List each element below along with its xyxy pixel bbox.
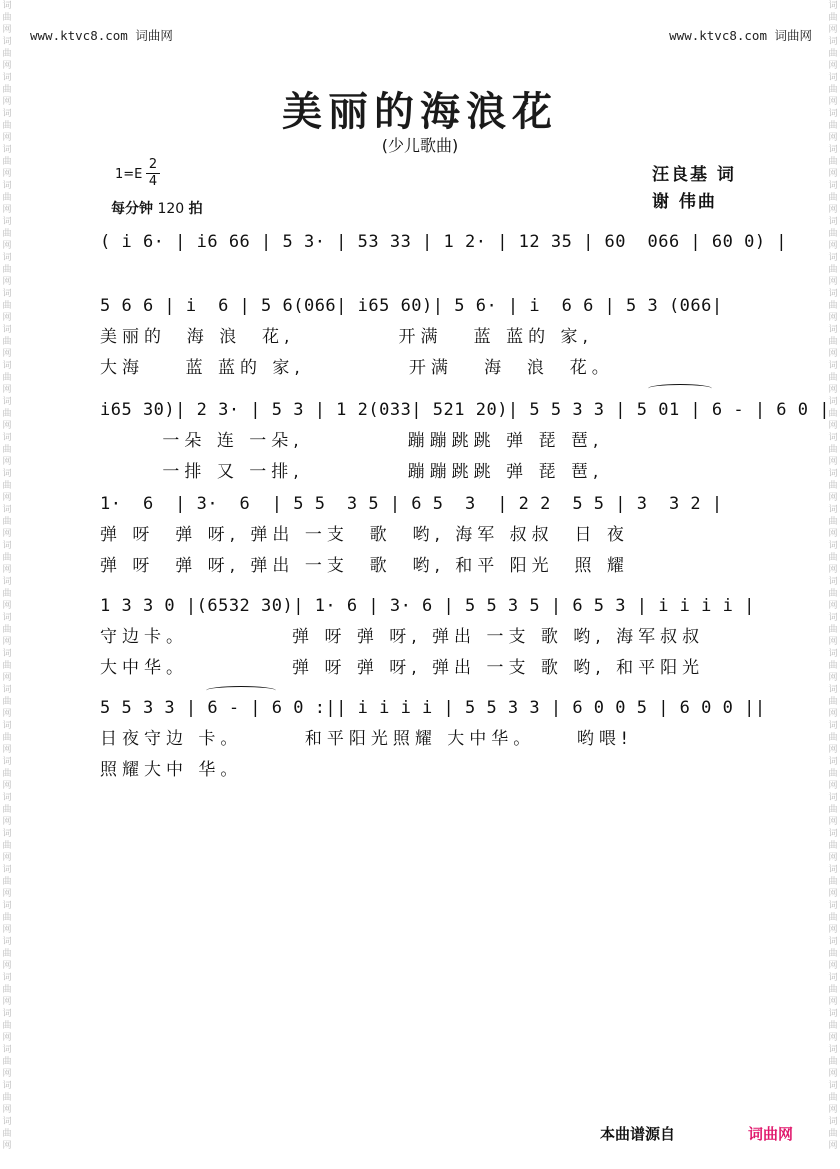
watermark-glyph: 网 [2, 1069, 12, 1079]
composer-credit: 谢 伟曲 [652, 192, 717, 212]
watermark-glyph: 网 [2, 565, 12, 575]
watermark-glyph: 网 [2, 1105, 12, 1115]
staff-notes: 1· 6 | 3· 6 | 5 5 3 5 | 6 5 3 | 2 2 5 5 | 3 3 2 | [100, 494, 723, 514]
staff-notes: 5 5 3 3 | 6 - | 6 0 :|| i i i i | 5 5 3 3 | 6 0 0 5 | 6 0 0 || [100, 698, 766, 718]
watermark-glyph: 词 [828, 505, 838, 515]
watermark-glyph: 词 [828, 721, 838, 731]
watermark-glyph: 网 [2, 25, 12, 35]
watermark-glyph: 曲 [2, 445, 12, 455]
watermark-glyph: 曲 [2, 913, 12, 923]
watermark-glyph: 词 [2, 865, 12, 875]
watermark-glyph: 网 [828, 781, 838, 791]
watermark-glyph: 词 [2, 757, 12, 767]
watermark-glyph: 曲 [2, 877, 12, 887]
watermark-glyph: 网 [828, 241, 838, 251]
song-title: 美丽的海浪花 [282, 88, 558, 135]
watermark-glyph: 曲 [2, 193, 12, 203]
watermark-glyph: 词 [2, 289, 12, 299]
watermark-glyph: 曲 [2, 517, 12, 527]
watermark-glyph: 曲 [2, 301, 12, 311]
lyric-verse-2: 一排 又 一排, 蹦蹦跳跳 弹 琵 琶, [100, 462, 604, 482]
watermark-glyph: 网 [2, 853, 12, 863]
watermark-glyph: 网 [2, 997, 12, 1007]
watermark-glyph: 曲 [828, 1021, 838, 1031]
watermark-glyph: 曲 [828, 337, 838, 347]
watermark-glyph: 词 [2, 829, 12, 839]
watermark-glyph: 网 [828, 637, 838, 647]
watermark-glyph: 曲 [828, 1057, 838, 1067]
staff-notes: 5 6 6 | i 6 | 5 6(066| i65 60)| 5 6· | i 6 6 | 5 3 (066| [100, 296, 723, 316]
watermark-glyph: 词 [828, 757, 838, 767]
watermark-glyph: 网 [2, 421, 12, 431]
watermark-glyph: 网 [2, 529, 12, 539]
watermark-glyph: 网 [828, 601, 838, 611]
watermark-glyph: 网 [828, 385, 838, 395]
watermark-glyph: 网 [828, 421, 838, 431]
watermark-glyph: 曲 [2, 409, 12, 419]
watermark-glyph: 曲 [828, 1093, 838, 1103]
staff-5 [100, 596, 755, 678]
watermark-glyph: 曲 [828, 769, 838, 779]
watermark-glyph: 曲 [2, 625, 12, 635]
watermark-glyph: 词 [2, 397, 12, 407]
staff-notes: i65 30)| 2 3· | 5 3 | 1 2(033| 521 20)| 5 5 3 3 | 5 01 | 6 - | 6 0 | [100, 400, 830, 420]
watermark-glyph: 网 [828, 205, 838, 215]
watermark-glyph: 网 [2, 205, 12, 215]
watermark-glyph: 曲 [2, 373, 12, 383]
watermark-glyph: 网 [828, 457, 838, 467]
watermark-glyph: 曲 [828, 193, 838, 203]
watermark-glyph: 网 [2, 385, 12, 395]
watermark-glyph: 曲 [828, 13, 838, 23]
tempo-value: 120 [157, 201, 185, 217]
watermark-glyph: 网 [828, 889, 838, 899]
right-watermark-strip [826, 0, 840, 1169]
watermark-glyph: 词 [828, 1, 838, 11]
watermark-glyph: 词 [828, 1117, 838, 1127]
watermark-glyph: 网 [2, 493, 12, 503]
watermark-glyph: 曲 [2, 1093, 12, 1103]
watermark-glyph: 曲 [2, 49, 12, 59]
watermark-glyph: 曲 [828, 121, 838, 131]
watermark-glyph: 网 [828, 817, 838, 827]
watermark-glyph: 网 [828, 1033, 838, 1043]
watermark-glyph: 曲 [2, 1021, 12, 1031]
lyric-verse-1: 美丽的 海 浪 花, 开满 蓝 蓝的 家, [100, 327, 593, 347]
lyric-verse-1: 一朵 连 一朵, 蹦蹦跳跳 弹 琵 琶, [100, 431, 604, 451]
watermark-glyph: 网 [828, 1105, 838, 1115]
watermark-glyph: 词 [828, 1045, 838, 1055]
watermark-glyph: 词 [2, 577, 12, 587]
watermark-glyph: 网 [2, 1141, 12, 1151]
header-site-left[interactable]: www.ktvc8.com 词曲网 [30, 28, 173, 43]
watermark-glyph: 词 [828, 541, 838, 551]
watermark-glyph: 网 [2, 637, 12, 647]
watermark-glyph: 曲 [828, 265, 838, 275]
watermark-glyph: 词 [828, 901, 838, 911]
watermark-glyph: 曲 [2, 1129, 12, 1139]
watermark-glyph: 曲 [828, 985, 838, 995]
watermark-glyph: 曲 [2, 265, 12, 275]
watermark-glyph: 网 [2, 277, 12, 287]
watermark-glyph: 曲 [828, 697, 838, 707]
watermark-glyph: 曲 [828, 553, 838, 563]
watermark-glyph: 曲 [828, 841, 838, 851]
watermark-glyph: 词 [828, 145, 838, 155]
header-site-right[interactable]: www.ktvc8.com 词曲网 [669, 28, 812, 43]
watermark-glyph: 曲 [2, 481, 12, 491]
staff-3 [100, 400, 830, 482]
watermark-glyph: 词 [828, 937, 838, 947]
lyric-verse-1: 弹 呀 弹 呀, 弹出 一支 歌 哟, 海军 叔叔 日 夜 [100, 525, 629, 545]
watermark-glyph: 网 [828, 133, 838, 143]
watermark-glyph: 网 [2, 673, 12, 683]
watermark-glyph: 网 [2, 709, 12, 719]
watermark-glyph: 网 [2, 349, 12, 359]
staff-notes: 1 3 3 0 |(6532 30)| 1· 6 | 3· 6 | 5 5 3 5 | 6 5 3 | i i i i | [100, 596, 755, 616]
watermark-glyph: 词 [2, 145, 12, 155]
watermark-glyph: 网 [2, 313, 12, 323]
watermark-glyph: 曲 [2, 553, 12, 563]
watermark-glyph: 词 [828, 973, 838, 983]
lyric-verse-2: 弹 呀 弹 呀, 弹出 一支 歌 哟, 和平 阳光 照 耀 [100, 556, 629, 576]
watermark-glyph: 网 [828, 61, 838, 71]
watermark-glyph: 曲 [2, 733, 12, 743]
watermark-glyph: 词 [2, 1, 12, 11]
watermark-glyph: 词 [828, 613, 838, 623]
time-sig-bottom: 4 [148, 174, 158, 189]
watermark-glyph: 词 [2, 73, 12, 83]
time-signature [146, 158, 160, 189]
watermark-glyph: 曲 [828, 877, 838, 887]
watermark-glyph: 曲 [828, 301, 838, 311]
watermark-glyph: 网 [828, 25, 838, 35]
watermark-glyph: 词 [828, 865, 838, 875]
watermark-glyph: 词 [2, 469, 12, 479]
watermark-glyph: 词 [828, 685, 838, 695]
watermark-glyph: 曲 [2, 985, 12, 995]
watermark-glyph: 词 [828, 217, 838, 227]
watermark-glyph: 曲 [2, 121, 12, 131]
watermark-glyph: 词 [2, 1081, 12, 1091]
watermark-glyph: 词 [2, 1009, 12, 1019]
watermark-glyph: 网 [828, 709, 838, 719]
watermark-glyph: 词 [828, 793, 838, 803]
watermark-glyph: 词 [2, 181, 12, 191]
watermark-glyph: 词 [828, 73, 838, 83]
footer-site-link[interactable]: 词曲网 [748, 1125, 794, 1143]
watermark-glyph: 曲 [828, 157, 838, 167]
watermark-glyph: 曲 [2, 337, 12, 347]
staff-2 [100, 296, 750, 378]
watermark-glyph: 曲 [828, 373, 838, 383]
watermark-glyph: 词 [2, 685, 12, 695]
watermark-glyph: 曲 [2, 661, 12, 671]
watermark-glyph: 词 [2, 505, 12, 515]
watermark-glyph: 网 [2, 133, 12, 143]
watermark-glyph: 词 [828, 829, 838, 839]
watermark-glyph: 词 [2, 325, 12, 335]
watermark-glyph: 网 [2, 601, 12, 611]
watermark-glyph: 曲 [2, 589, 12, 599]
watermark-glyph: 网 [828, 997, 838, 1007]
watermark-glyph: 词 [828, 253, 838, 263]
watermark-glyph: 词 [2, 937, 12, 947]
tempo-marking [111, 198, 203, 218]
watermark-glyph: 词 [2, 361, 12, 371]
left-watermark-strip [0, 0, 14, 1169]
watermark-glyph: 曲 [828, 589, 838, 599]
watermark-glyph: 词 [2, 901, 12, 911]
watermark-glyph: 词 [2, 613, 12, 623]
watermark-glyph: 词 [2, 253, 12, 263]
watermark-glyph: 网 [828, 529, 838, 539]
watermark-glyph: 曲 [828, 517, 838, 527]
watermark-glyph: 网 [2, 61, 12, 71]
watermark-glyph: 词 [828, 37, 838, 47]
watermark-glyph: 网 [2, 961, 12, 971]
watermark-glyph: 曲 [2, 13, 12, 23]
tie-mark [206, 686, 276, 695]
watermark-glyph: 曲 [2, 229, 12, 239]
watermark-glyph: 词 [828, 361, 838, 371]
watermark-glyph: 词 [828, 469, 838, 479]
watermark-glyph: 网 [828, 961, 838, 971]
watermark-glyph: 网 [828, 925, 838, 935]
watermark-glyph: 曲 [828, 805, 838, 815]
watermark-glyph: 曲 [828, 1129, 838, 1139]
watermark-glyph: 曲 [2, 157, 12, 167]
watermark-glyph: 曲 [828, 49, 838, 59]
watermark-glyph: 网 [2, 889, 12, 899]
watermark-glyph: 曲 [828, 913, 838, 923]
watermark-glyph: 曲 [2, 805, 12, 815]
watermark-glyph: 曲 [828, 229, 838, 239]
watermark-glyph: 词 [828, 289, 838, 299]
watermark-glyph: 网 [2, 745, 12, 755]
watermark-glyph: 网 [828, 349, 838, 359]
watermark-glyph: 网 [2, 97, 12, 107]
watermark-glyph: 曲 [2, 841, 12, 851]
watermark-glyph: 网 [828, 1069, 838, 1079]
tempo-unit: 拍 [188, 201, 203, 217]
watermark-glyph: 词 [2, 109, 12, 119]
staff-4 [100, 494, 750, 576]
watermark-glyph: 网 [828, 493, 838, 503]
watermark-glyph: 网 [2, 169, 12, 179]
watermark-glyph: 网 [2, 925, 12, 935]
watermark-glyph: 曲 [828, 409, 838, 419]
time-sig-top: 2 [148, 157, 158, 172]
staff-6 [100, 698, 766, 780]
watermark-glyph: 曲 [828, 625, 838, 635]
watermark-glyph: 网 [828, 169, 838, 179]
watermark-glyph: 网 [828, 277, 838, 287]
watermark-glyph: 网 [828, 853, 838, 863]
key-signature: 1=E [115, 167, 143, 182]
watermark-glyph: 网 [828, 673, 838, 683]
watermark-glyph: 词 [2, 1117, 12, 1127]
watermark-glyph: 词 [828, 577, 838, 587]
watermark-glyph: 网 [828, 745, 838, 755]
watermark-glyph: 词 [828, 397, 838, 407]
tempo-label: 每分钟 [111, 201, 153, 217]
staff-1 [100, 232, 788, 252]
watermark-glyph: 词 [828, 325, 838, 335]
watermark-glyph: 网 [828, 97, 838, 107]
tie-mark [648, 384, 712, 393]
watermark-glyph: 曲 [2, 697, 12, 707]
watermark-glyph: 词 [828, 433, 838, 443]
watermark-glyph: 词 [828, 1009, 838, 1019]
watermark-glyph: 曲 [2, 1057, 12, 1067]
watermark-glyph: 曲 [2, 769, 12, 779]
footer-source-label: 本曲谱源自 [600, 1125, 676, 1143]
watermark-glyph: 网 [2, 1033, 12, 1043]
watermark-glyph: 词 [2, 973, 12, 983]
lyricist-credit: 汪良基 词 [652, 165, 736, 185]
watermark-glyph: 曲 [828, 733, 838, 743]
watermark-glyph: 词 [2, 541, 12, 551]
watermark-glyph: 网 [2, 817, 12, 827]
watermark-glyph: 词 [828, 1081, 838, 1091]
watermark-glyph: 词 [2, 721, 12, 731]
lyric-verse-2: 大海 蓝 蓝的 家, 开满 海 浪 花。 [100, 358, 614, 378]
watermark-glyph: 曲 [828, 949, 838, 959]
watermark-glyph: 网 [828, 1141, 838, 1151]
watermark-glyph: 网 [2, 457, 12, 467]
watermark-glyph: 词 [828, 649, 838, 659]
watermark-glyph: 曲 [2, 85, 12, 95]
watermark-glyph: 网 [2, 781, 12, 791]
song-subtitle: (少儿歌曲) [381, 136, 459, 155]
watermark-glyph: 词 [2, 37, 12, 47]
watermark-glyph: 词 [828, 109, 838, 119]
watermark-glyph: 曲 [828, 481, 838, 491]
watermark-glyph: 曲 [828, 85, 838, 95]
lyric-verse-1: 日夜守边 卡。 和平阳光照耀 大中华。 哟喂! [100, 729, 633, 749]
watermark-glyph: 词 [828, 181, 838, 191]
watermark-glyph: 词 [2, 433, 12, 443]
watermark-glyph: 词 [2, 793, 12, 803]
watermark-glyph: 网 [2, 241, 12, 251]
watermark-glyph: 曲 [828, 445, 838, 455]
lyric-verse-2: 照耀大中 华。 [100, 760, 243, 780]
staff-notes: ( i 6· | i6 66 | 5 3· | 53 33 | 1 2· | 12 35 | 60 066 | 60 0) | [100, 232, 788, 252]
lyric-verse-2: 大中华。 弹 呀 弹 呀, 弹出 一支 歌 哟, 和平阳光 [100, 658, 705, 678]
watermark-glyph: 曲 [828, 661, 838, 671]
watermark-glyph: 词 [2, 649, 12, 659]
lyric-verse-1: 守边卡。 弹 呀 弹 呀, 弹出 一支 歌 哟, 海军叔叔 [100, 627, 705, 647]
watermark-glyph: 词 [2, 217, 12, 227]
watermark-glyph: 网 [828, 565, 838, 575]
watermark-glyph: 词 [2, 1045, 12, 1055]
watermark-glyph: 网 [828, 313, 838, 323]
watermark-glyph: 曲 [2, 949, 12, 959]
